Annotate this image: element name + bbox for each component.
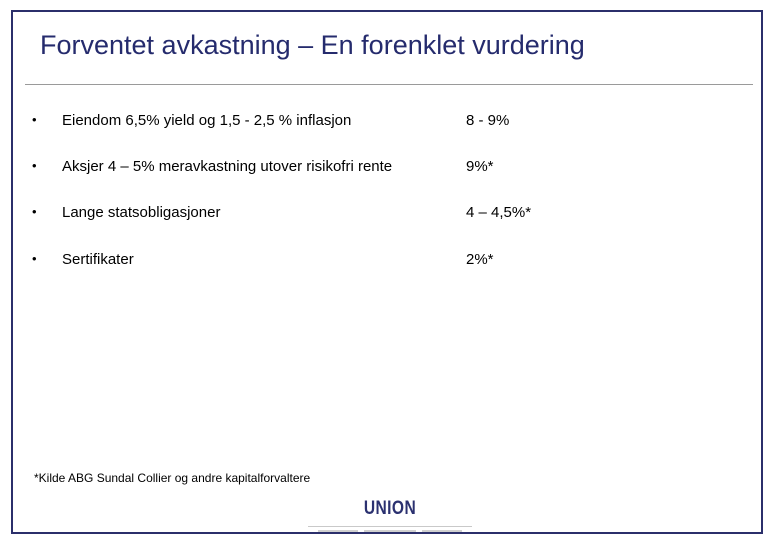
bullet-icon: • <box>32 204 37 219</box>
item-value: 8 - 9% <box>466 112 510 129</box>
bullet-icon: • <box>32 158 37 173</box>
item-value: 9%* <box>466 158 494 175</box>
list-item <box>0 204 780 226</box>
list-item <box>0 112 780 134</box>
title-divider <box>25 84 753 85</box>
item-value: 2%* <box>466 251 494 268</box>
logo-fineprint-graphic <box>318 529 462 534</box>
list-item <box>0 251 780 273</box>
slide-title: Forventet avkastning – En forenklet vurdering <box>40 30 585 60</box>
item-text: Eiendom 6,5% yield og 1,5 - 2,5 % inflasjon <box>62 112 352 129</box>
source-footnote: *Kilde ABG Sundal Collier og andre kapitalforvaltere <box>34 471 311 485</box>
bullet-icon: • <box>32 112 37 127</box>
item-text: Aksjer 4 – 5% meravkastning utover risikofri rente <box>62 158 393 175</box>
list-item <box>0 158 780 180</box>
union-logo <box>308 498 472 538</box>
logo-wordmark: UNION <box>363 498 417 519</box>
bullet-icon: • <box>32 251 37 266</box>
item-text: Sertifikater <box>62 251 134 268</box>
item-value: 4 – 4,5%* <box>466 204 532 221</box>
logo-underline <box>308 526 472 527</box>
item-text: Lange statsobligasjoner <box>62 204 221 221</box>
